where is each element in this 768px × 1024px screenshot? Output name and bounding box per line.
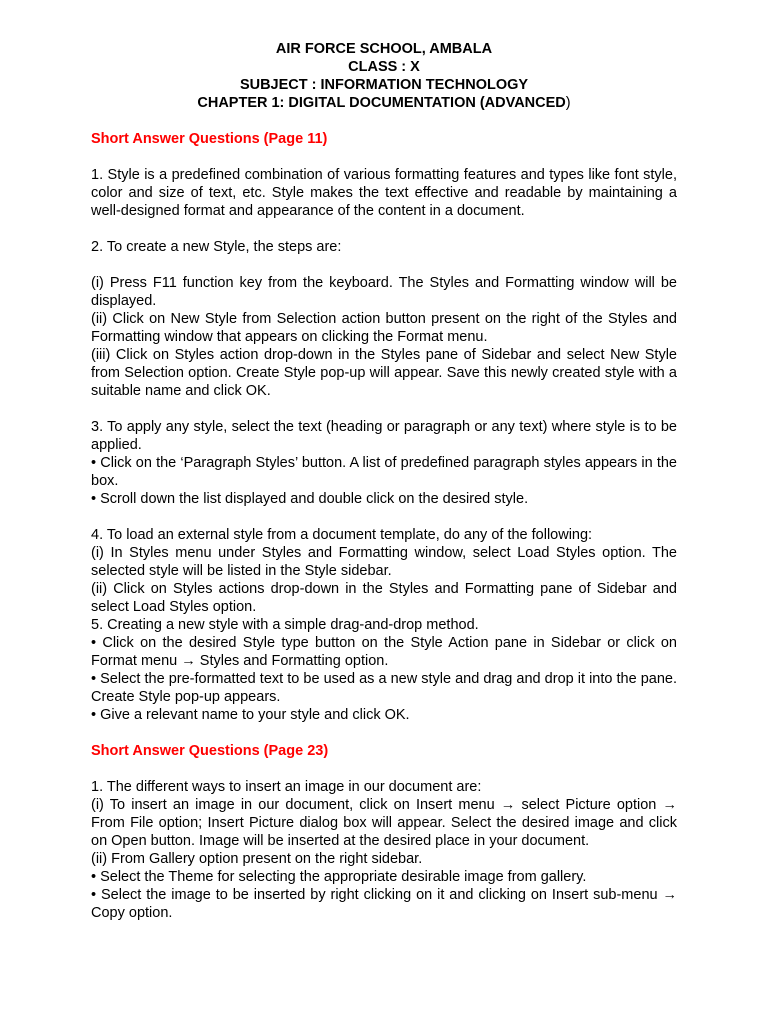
page23-answer-1-intro: 1. The different ways to insert an image in our document are: [91,779,482,795]
chapter-title-close: ) [565,95,571,111]
answer-4-intro: 4. To load an external style from a document template, do any of the following: [91,527,593,543]
document-header [91,40,677,112]
page23-answer-1-bullet-2: • Select the image to be inserted by right clicking on it and clicking on Insert sub-menu → Copy option. [91,887,677,921]
page23-answer-1-option-ii: (ii) From Gallery option present on the right sidebar. [91,851,423,867]
answer-3-bullet-2: • Scroll down the list displayed and double click on the desired style. [91,491,529,507]
section-heading-page-11: Short Answer Questions (Page 11) [91,131,328,147]
answer-1: 1. Style is a predefined combination of various formatting features and types like font style, color and size of text, etc. Style makes the text effective and readable by maintaining a well-designed format and appearance of the content in a document. [91,167,677,219]
answer-5-bullet-3: • Give a relevant name to your style and click OK. [91,707,410,723]
answer-2-step-i: (i) Press F11 function key from the keyboard. The Styles and Formatting window will be displayed. [91,275,677,309]
answer-3-bullet-1: • Click on the ‘Paragraph Styles’ button. A list of predefined paragraph styles appears in the box. [91,455,677,489]
class-label: CLASS : X [348,59,420,75]
subject-label: SUBJECT : INFORMATION TECHNOLOGY [239,77,529,93]
answer-4-option-i: (i) In Styles menu under Styles and Formatting window, select Load Styles option. The selected style will be listed in the Style sidebar. [91,545,677,579]
answer-2-step-ii: (ii) Click on New Style from Selection action button present on the right of the Styles and Formatting window that appears on clicking the Format menu. [91,311,677,345]
school-name: AIR FORCE SCHOOL, AMBALA [275,41,493,57]
answer-3-intro: 3. To apply any style, select the text (heading or paragraph or any text) where style is to be applied. [91,419,677,453]
answer-5-bullet-2: • Select the pre-formatted text to be used as a new style and drag and drop it into the pane. Create Style pop-up appears. [91,671,677,705]
chapter-title-text: CHAPTER 1: DIGITAL DOCUMENTATION (ADVANCED [197,95,566,111]
chapter-title [91,94,677,112]
answer-5-intro: 5. Creating a new style with a simple drag-and-drop method. [91,617,479,633]
answer-2-step-iii: (iii) Click on Styles action drop-down in the Styles pane of Sidebar and select New Style from Selection option. Create Style pop-up will appear. Save this newly created style with a suitable name and click OK. [91,347,677,399]
answer-5-bullet-1: • Click on the desired Style type button on the Style Action pane in Sidebar or click on Format menu → Styles and Formatting option. [91,635,677,669]
page23-answer-1-bullet-1: • Select the Theme for selecting the appropriate desirable image from gallery. [91,869,587,885]
page23-answer-1-option-i: (i) To insert an image in our document, click on Insert menu → select Picture option → From File option; Insert Picture dialog box will appear. Select the desired image and click on Open button. Image will be inserted at the desired place in your document. [91,797,677,849]
section-heading-page-23: Short Answer Questions (Page 23) [91,743,329,759]
document-page [91,40,677,922]
answer-2-intro: 2. To create a new Style, the steps are: [91,239,342,255]
answer-4-option-ii: (ii) Click on Styles actions drop-down in the Styles and Formatting pane of Sidebar and select Load Styles option. [91,581,677,615]
